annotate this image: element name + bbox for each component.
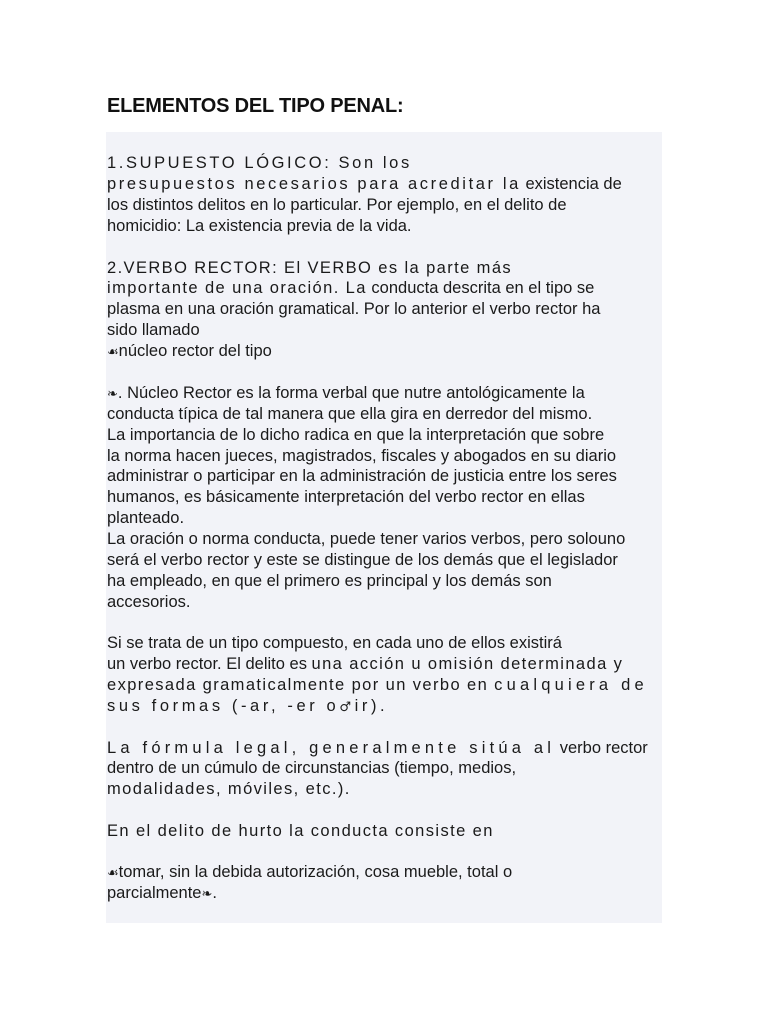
text-line [107, 278, 594, 298]
text-line [107, 654, 623, 674]
section-heading-supuesto: 1.SUPUESTO LÓGICO: Son los [107, 154, 412, 172]
text-span: verbo rector [555, 739, 648, 757]
close-quote-icon: ❧ [107, 387, 118, 402]
text-line: plasma en una oración gramatical. Por lo anterior el verbo rector ha [107, 300, 601, 318]
text-span: conducta descrita en el tipo se [366, 279, 595, 297]
text-line [107, 153, 412, 173]
text-line [107, 862, 512, 884]
text-line: dentro de un cúmulo de circunstancias (tiempo, medios, [107, 759, 517, 777]
document-title: ELEMENTOS DEL TIPO PENAL: [107, 95, 404, 117]
text-line: Si se trata de un tipo compuesto, en cada uno de ellos existirá [107, 634, 562, 652]
text-line [107, 696, 388, 718]
text-line [107, 738, 648, 758]
text-line [107, 341, 272, 363]
text-line: administrar o participar en la administración de justicia entre los seres [107, 467, 617, 485]
text-span: existencia de [520, 175, 622, 193]
text-line: accesorios. [107, 593, 191, 611]
text-line: homicidio: La existencia previa de la vida. [107, 217, 412, 235]
text-line: los distintos delitos en lo particular. Por ejemplo, en el delito de [107, 196, 567, 214]
open-quote-icon: ☙ [107, 345, 119, 360]
text-line [107, 258, 512, 278]
text-span: La fórmula legal, generalmente sitúa al [107, 739, 556, 757]
text-line: la norma hacen jueces, magistrados, fiscales y abogados en su diario [107, 447, 617, 465]
text-span: sus formas (-ar, -er o [107, 697, 340, 715]
text-line: ha empleado, en que el primero es principal y los demás son [107, 572, 552, 590]
text-line: conducta típica de tal manera que ella gira en derredor del mismo. [107, 405, 593, 423]
open-quote-icon: ☙ [107, 866, 119, 881]
text-line: En el delito de hurto la conducta consiste en [107, 822, 494, 840]
text-line [107, 174, 622, 194]
text-line: modalidades, móviles, etc.). [107, 780, 351, 798]
text-span: importante de una oración. La [107, 279, 367, 297]
text-span: una acción u omisión determinada y [311, 655, 624, 673]
close-quote-icon: ❧ [201, 887, 213, 902]
text-line: será el verbo rector y este se distingue de los demás que el legislador [107, 551, 618, 569]
text-span: tomar, sin la debida autorización, cosa mueble, total o [118, 863, 513, 881]
text-span: un verbo rector. El delito es [107, 655, 312, 673]
text-span: . Núcleo Rector es la forma verbal que nutre antológicamente la [117, 384, 585, 402]
text-line: La oración o norma conducta, puede tener varios verbos, pero solouno [107, 530, 626, 548]
text-span: . [212, 884, 217, 902]
text-span: núcleo rector del tipo [118, 342, 272, 360]
text-span: expresada gramaticalmente por un verbo en [107, 676, 495, 694]
text-line [107, 675, 648, 695]
text-span: parcialmente [107, 884, 202, 902]
text-line [107, 383, 585, 405]
o-glyph-icon: ♂ [339, 700, 355, 715]
section-heading-verbo-rector: 2.VERBO RECTOR: El VERBO es la parte más [107, 259, 513, 277]
text-line: planteado. [107, 509, 185, 527]
text-span: cualquiera de [494, 676, 648, 694]
text-span: ir). [354, 697, 389, 715]
text-line: La importancia de lo dicho radica en que la interpretación que sobre [107, 426, 605, 444]
content-box [106, 132, 662, 923]
text-line: sido llamado [107, 321, 200, 339]
text-line: humanos, es básicamente interpretación del verbo rector en ellas [107, 488, 585, 506]
text-line [107, 883, 217, 905]
text-span: presupuestos necesarios para acreditar la [107, 175, 521, 193]
